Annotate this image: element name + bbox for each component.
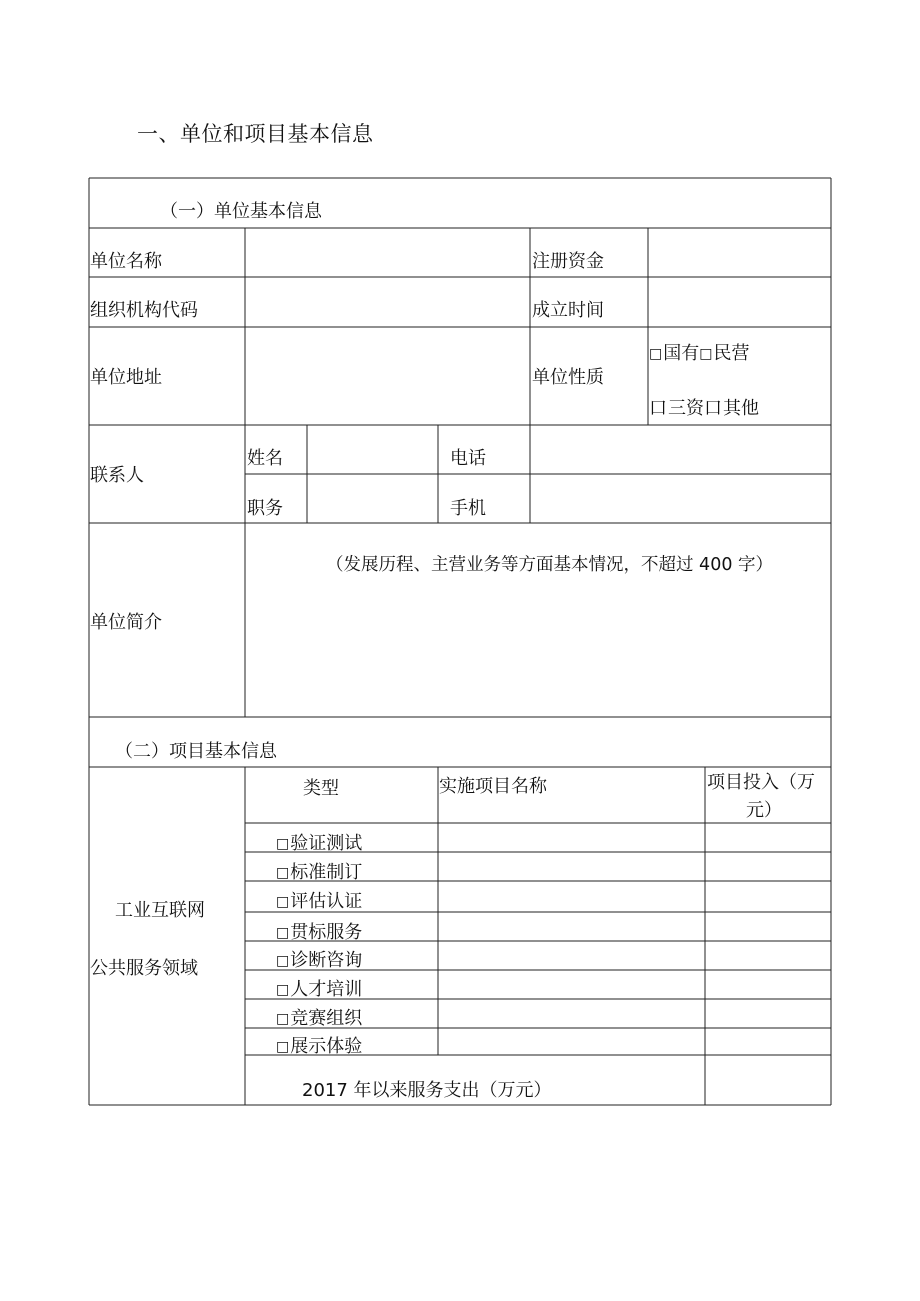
project-type-item[interactable]: □诊断咨询 xyxy=(276,950,363,971)
contact-mobile-field[interactable] xyxy=(532,476,829,521)
label-contact-name: 姓名 xyxy=(247,448,283,469)
project-name-field[interactable] xyxy=(440,825,703,851)
project-type-item[interactable]: □验证测试 xyxy=(276,833,363,854)
label-contact-phone: 电话 xyxy=(450,448,486,469)
project-type-item[interactable]: □评估认证 xyxy=(276,891,363,912)
project-investment-field[interactable] xyxy=(707,943,829,969)
project-investment-field[interactable] xyxy=(707,854,829,880)
nature-option-foreign[interactable]: 口三资 xyxy=(649,398,704,419)
label-unit-name: 单位名称 xyxy=(90,251,162,272)
registered-capital-field[interactable] xyxy=(650,230,829,275)
checkbox-icon: 口 xyxy=(649,398,667,419)
project-investment-field[interactable] xyxy=(707,825,829,851)
address-field[interactable] xyxy=(247,329,528,423)
label-contact-position: 职务 xyxy=(247,498,283,519)
intro-hint: （发展历程、主营业务等方面基本情况，不超过 400 字） xyxy=(326,555,774,575)
unit-name-field[interactable] xyxy=(247,230,528,275)
org-code-field[interactable] xyxy=(247,279,528,325)
project-investment-field[interactable] xyxy=(707,1030,829,1054)
project-investment-field[interactable] xyxy=(707,883,829,911)
project-investment-field[interactable] xyxy=(707,1001,829,1027)
label-founding-date: 成立时间 xyxy=(532,300,604,321)
checkbox-icon: 口 xyxy=(704,398,722,419)
contact-phone-field[interactable] xyxy=(532,427,829,472)
contact-position-field[interactable] xyxy=(309,476,436,521)
page-heading: 一、单位和项目基本信息 xyxy=(137,122,374,146)
checkbox-icon: □ xyxy=(276,865,290,881)
project-type-item[interactable]: □贯标服务 xyxy=(276,922,363,943)
service-expense-field[interactable] xyxy=(707,1057,829,1103)
header-type: 类型 xyxy=(303,778,339,799)
nature-option-state-owned[interactable]: □国有 xyxy=(649,343,700,364)
service-expense-label: 2017 年以来服务支出（万元） xyxy=(302,1080,552,1101)
project-type-item[interactable]: □人才培训 xyxy=(276,979,363,1000)
checkbox-icon: □ xyxy=(276,836,290,852)
project-investment-field[interactable] xyxy=(707,972,829,998)
domain-label-line1: 工业互联网 xyxy=(115,900,205,921)
project-name-field[interactable] xyxy=(440,1030,703,1054)
project-name-field[interactable] xyxy=(440,943,703,969)
project-name-field[interactable] xyxy=(440,972,703,998)
project-investment-field[interactable] xyxy=(707,914,829,940)
project-type-item[interactable]: □展示体验 xyxy=(276,1036,363,1057)
checkbox-icon: □ xyxy=(649,346,663,362)
label-contact: 联系人 xyxy=(90,465,144,486)
project-type-item[interactable]: □竞赛组织 xyxy=(276,1008,363,1029)
header-project-name: 实施项目名称 xyxy=(439,776,547,797)
checkbox-icon: □ xyxy=(276,982,290,998)
project-name-field[interactable] xyxy=(440,1001,703,1027)
label-intro: 单位简介 xyxy=(90,612,162,633)
checkbox-icon: □ xyxy=(276,1039,290,1055)
project-name-field[interactable] xyxy=(440,914,703,940)
founding-date-field[interactable] xyxy=(650,279,829,325)
domain-label-line2: 公共服务领域 xyxy=(90,958,198,979)
header-investment-line2: 元） xyxy=(746,800,782,821)
intro-textarea[interactable] xyxy=(247,580,829,715)
section2-title: （二）项目基本信息 xyxy=(115,741,277,762)
label-contact-mobile: 手机 xyxy=(450,498,486,519)
checkbox-icon: □ xyxy=(276,953,290,969)
nature-options-row2 xyxy=(649,398,759,420)
checkbox-icon: □ xyxy=(276,894,290,910)
project-name-field[interactable] xyxy=(440,883,703,911)
checkbox-icon: □ xyxy=(276,1011,290,1027)
checkbox-icon: □ xyxy=(276,925,290,941)
section1-title: （一）单位基本信息 xyxy=(160,201,322,222)
label-address: 单位地址 xyxy=(90,367,162,388)
project-name-field[interactable] xyxy=(440,854,703,880)
checkbox-icon: □ xyxy=(699,346,713,362)
project-type-item[interactable]: □标准制订 xyxy=(276,862,363,883)
label-nature: 单位性质 xyxy=(532,367,604,388)
nature-options-row1 xyxy=(649,343,749,366)
nature-option-private[interactable]: □民营 xyxy=(699,343,750,364)
label-registered-capital: 注册资金 xyxy=(532,251,604,272)
contact-name-field[interactable] xyxy=(309,427,436,472)
header-investment-line1: 项目投入（万 xyxy=(707,772,815,793)
nature-option-other[interactable]: 口其他 xyxy=(704,398,759,419)
label-org-code: 组织机构代码 xyxy=(90,300,198,321)
